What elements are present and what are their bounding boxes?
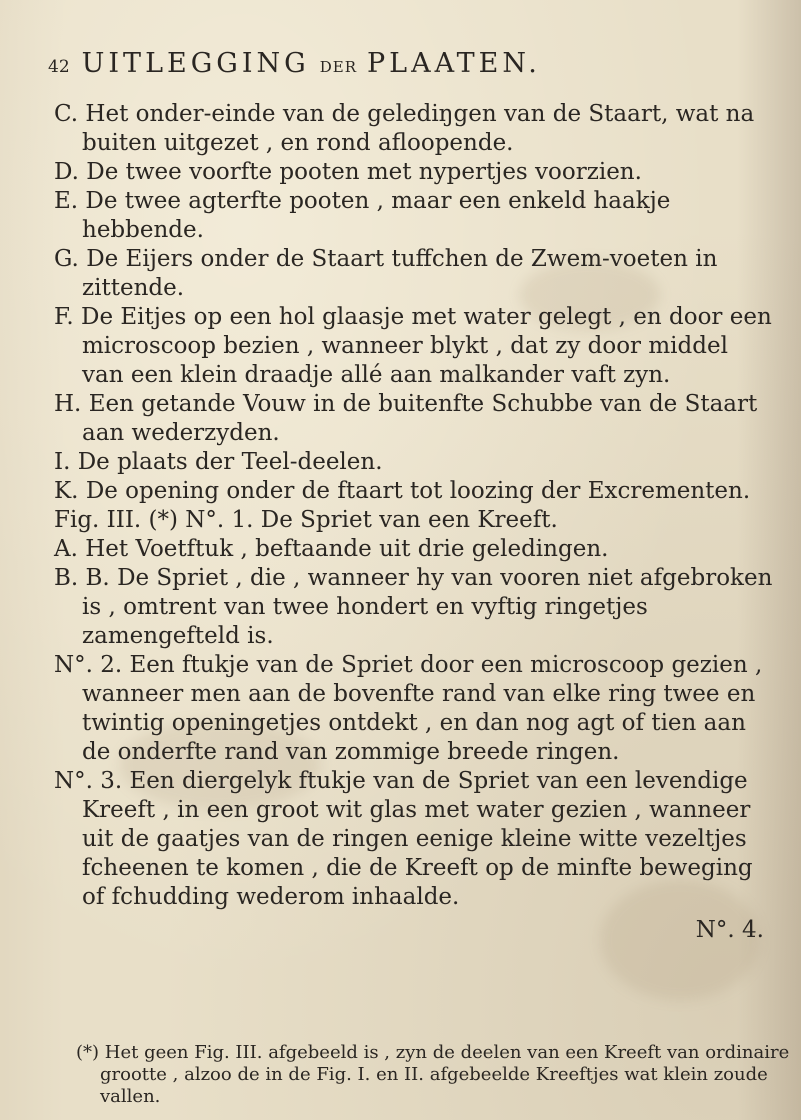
entry-fig-3 [54, 506, 774, 535]
entry-no-2 [54, 651, 774, 767]
entry-label: G. [54, 246, 79, 272]
entry-label: K. [54, 478, 79, 504]
entry-text: De plaats der Teel-deelen. [77, 449, 383, 475]
body-text [54, 100, 774, 955]
entry-text: De twee voorfte pooten met nypertjes voorzien. [86, 159, 642, 185]
entry-text: De Eitjes op een hol glaasje met water gelegt , en door een microscoop bezien , wanneer blykt , dat zy door middel van een klein draadje allé aan malkander vaft zyn. [81, 304, 772, 388]
entry-text: Een diergelyk ftukje van de Spriet van een levendige Kreeft , in een groot wit glas met water gezien , wanneer uit de gaatjes van de ringen eenige kleine witte vezeltjes fcheenen te komen , die de Kreeft op de minfte beweging of fchudding wederom inhaalde. [82, 768, 753, 910]
entry-a [54, 535, 774, 564]
entry-h [54, 390, 774, 448]
entry-label: E. [54, 188, 79, 214]
entry-text: Een ftukje van de Spriet door een microscoop gezien , wanneer men aan de bovenfte rand van elke ring twee en twintig openingetjes ontdekt , en dan nog agt of tien aan de onderfte rand van zommige breede ringen. [82, 652, 763, 765]
entry-d [54, 158, 774, 187]
entry-label: B. B. [54, 565, 110, 591]
entry-label: A. [54, 536, 78, 562]
entry-label: F. [54, 304, 74, 330]
entry-label: N°. 2. [54, 652, 123, 678]
entry-c [54, 100, 774, 158]
entry-k [54, 477, 774, 506]
header-title-small: DER [319, 58, 357, 76]
entry-label: D. [54, 159, 79, 185]
entry-no-3 [54, 767, 774, 912]
entry-text: De Eijers onder de Staart tuffchen de Zwem-voeten in zittende. [82, 246, 718, 301]
entry-label: N°. 3. [54, 768, 123, 794]
entry-f [54, 303, 774, 390]
entry-label: Fig. III. [54, 507, 142, 533]
entry-text: (*) N°. 1. De Spriet van een Kreeft. [148, 507, 558, 533]
entry-text: De opening onder de ftaart tot loozing der Excrementen. [85, 478, 751, 504]
entry-text: De Spriet , die , wanneer hy van vooren niet afgebroken is , omtrent van twee hondert en vyftig ringetjes zamengefteld is. [82, 565, 773, 649]
entry-g [54, 245, 774, 303]
header-title-part2: PLAATEN. [367, 48, 541, 79]
entry-text: De twee agterfte pooten , maar een enkeld haakje hebbende. [82, 188, 671, 243]
page-header [48, 48, 768, 88]
header-title-part1: UITLEGGING [81, 48, 310, 79]
entry-text: Het Voetftuk , beftaande uit drie geledingen. [85, 536, 609, 562]
entry-label: H. [54, 391, 82, 417]
entry-e [54, 187, 774, 245]
entry-label: C. [54, 101, 79, 127]
entry-i [54, 448, 774, 477]
entry-text: Het onder-einde van de gelediŋgen van de Staart, wat na buiten uitgezet , en rond afloopende. [82, 101, 755, 156]
page-number: 42 [48, 57, 70, 77]
entry-text: Een getande Vouw in de buitenfte Schubbe van de Staart aan wederzyden. [82, 391, 758, 446]
footnote: (*) Het geen Fig. III. afgebeeld is , zyn de deelen van een Kreeft van ordinaire grootte , alzoo de in de Fig. I. en II. afgebeelde Kreeftjes wat klein zoude vallen. [76, 1042, 790, 1107]
entry-label: I. [54, 449, 71, 475]
next-entry-label: N°. 4. [695, 917, 764, 943]
entry-bb [54, 564, 774, 651]
